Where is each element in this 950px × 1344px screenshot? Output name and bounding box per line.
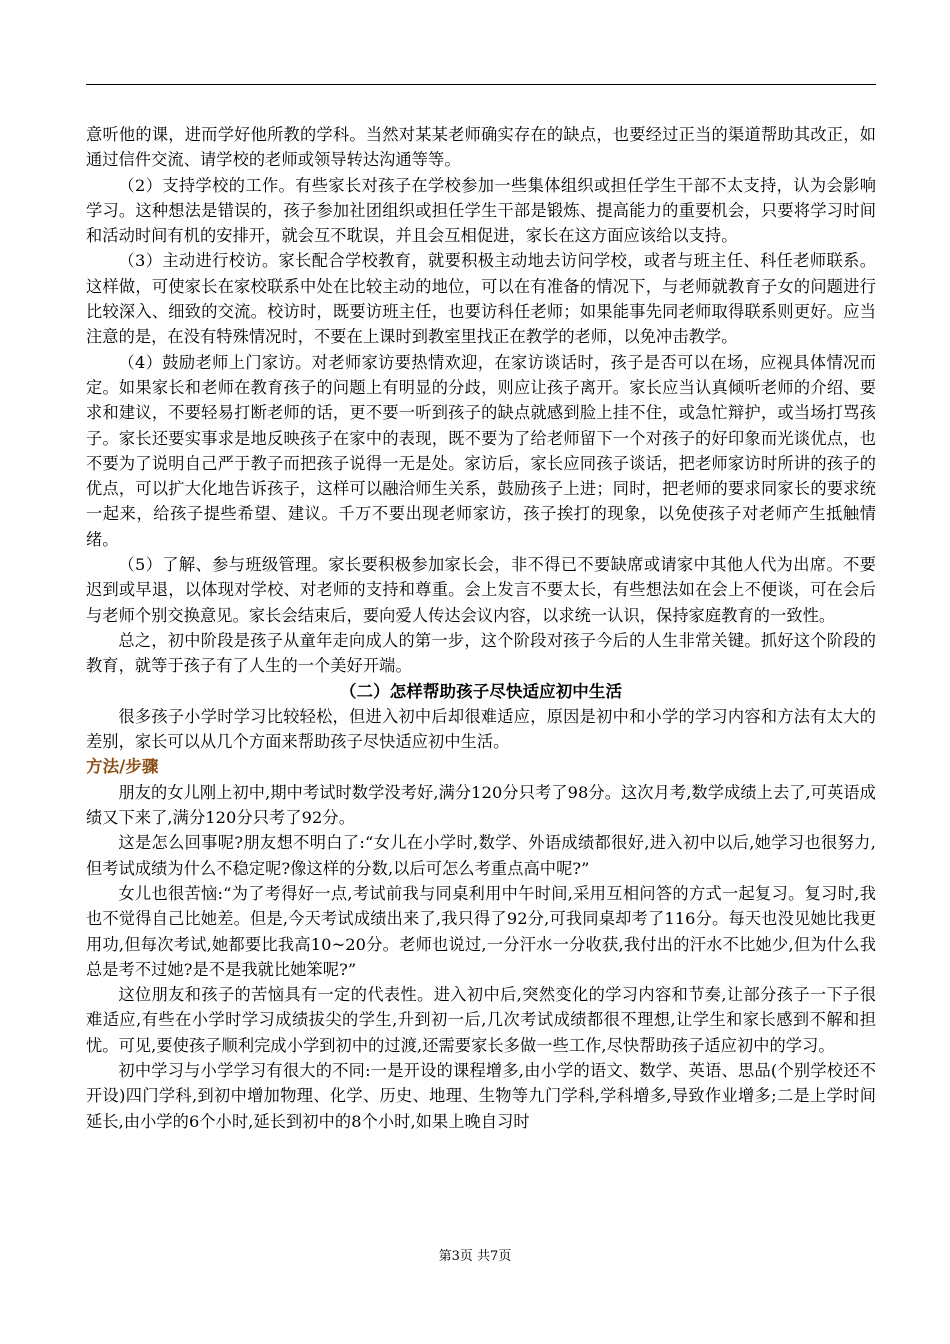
document-body	[86, 122, 876, 1134]
paragraph: 总之，初中阶段是孩子从童年走向成人的第一步，这个阶段对孩子今后的人生非常关键。抓好这个阶段的教育，就等于孩子有了人生的一个美好开端。	[86, 630, 876, 676]
paragraph: 朋友的女儿刚上初中,期中考试时数学没考好,满分120分只考了98分。这次月考,数学成绩上去了,可英语成绩又下来了,满分120分只考了92分。	[86, 782, 876, 828]
paragraph: 女儿也很苦恼:“为了考得好一点,考试前我与同桌利用中午时间,采用互相问答的方式一起复习。复习时,我也不觉得自己比她差。但是,今天考试成绩出来了,我只得了92分,可我同桌却考了116分。每天也没见她比我更用功,但每次考试,她都要比我高10~20分。老师也说过,一分汗水一分收获,我付出的汗水不比她少,但为什么我总是考不过她?是不是我就比她笨呢?”	[86, 883, 876, 979]
page-footer: 第3页 共7页	[438, 1249, 512, 1264]
paragraph: （5）了解、参与班级管理。家长要积极参加家长会，非不得已不要缺席或请家中其他人代为出席。不要迟到或早退，以体现对学校、对老师的支持和尊重。会上发言不要太长，有些想法如在会上不便谈，可在会后与老师个别交换意见。家长会结束后，要向爱人传达会议内容，以求统一认识，保持家庭教育的一致性。	[86, 555, 876, 625]
paragraph: （2）支持学校的工作。有些家长对孩子在学校参加一些集体组织或担任学生干部不太支持，认为会影响学习。这种想法是错误的，孩子参加社团组织或担任学生干部是锻炼、提高能力的重要机会，只要将学习时间和活动时间有机的安排开，就会互不耽误，并且会互相促进，家长在这方面应该给以支持。	[86, 175, 876, 246]
paragraph: （3）主动进行校访。家长配合学校教育，就要积极主动地去访问学校，或者与班主任、科任老师联系。这样做，可使家长在家校联系中处在比较主动的地位，可以在有准备的情况下，与老师就教育子女的问题进行比较深入、细致的交流。校访时，既要访班主任，也要访科任老师；如果能事先同老师取得联系则更好。应当注意的是，在没有特殊情况时，不要在上课时到教室里找正在教学的老师，以免冲击教学。	[86, 251, 876, 347]
paragraph: 这是怎么回事呢?朋友想不明白了:“女儿在小学时,数学、外语成绩都很好,进入初中以后,她学习也很努力,但考试成绩为什么不稳定呢?像这样的分数,以后可怎么考重点高中呢?”	[86, 833, 876, 878]
paragraph: （4）鼓励老师上门家访。对老师家访要热情欢迎，在家访谈话时，孩子是否可以在场，应视具体情况而定。如果家长和老师在教育孩子的问题上有明显的分歧，则应让孩子离开。家长应当认真倾听老师的介绍、要求和建议，不要轻易打断老师的话，更不要一听到孩子的缺点就感到脸上挂不住，或急忙辩护，或当场打骂孩子。家长还要实事求是地反映孩子在家中的表现，既不要为了给老师留下一个对孩子的好印象而光谈优点，也不要为了说明自己严于教子而把孩子说得一无是处。家访后，家长应同孩子谈话，把老师家访时所讲的孩子的优点，可以扩大化地告诉孩子，这样可以融洽师生关系，鼓励孩子上进；同时，把老师的要求同家长的要求统一起来，给孩子提些希望、建议。千万不要出现老师家访，孩子挨打的现象，以免使孩子对老师产生抵触情绪。	[86, 352, 876, 549]
paragraph: 这位朋友和孩子的苦恼具有一定的代表性。进入初中后,突然变化的学习内容和节奏,让部分孩子一下子很难适应,有些在小学时学习成绩拔尖的学生,升到初一后,几次考试成绩都很不理想,让学生和家长感到不解和担忧。可见,要使孩子顺利完成小学到初中的过渡,还需要家长多做一些工作,尽快帮助孩子适应初中的学习。	[86, 985, 876, 1055]
section-heading: （二）怎样帮助孩子尽快适应初中生活	[339, 681, 623, 701]
method-steps-heading: 方法/步骤	[86, 757, 159, 777]
paragraph: 初中学习与小学学习有很大的不同:一是开设的课程增多,由小学的语文、数学、英语、思品(个别学校还不开设)四门学科,到初中增加物理、化学、历史、地理、生物等九门学科,学科增多,导致作业增多;二是上学时间延长,由小学的6个小时,延长到初中的8个小时,如果上晚自习时	[86, 1060, 876, 1131]
paragraph: 意听他的课，进而学好他所教的学科。当然对某某老师确实存在的缺点，也要经过正当的渠道帮助其改正，如通过信件交流、请学校的老师或领导转达沟通等等。	[86, 125, 876, 170]
header-rule	[86, 84, 876, 85]
paragraph: 很多孩子小学时学习比较轻松，但进入初中后却很难适应，原因是初中和小学的学习内容和方法有太大的差别，家长可以从几个方面来帮助孩子尽快适应初中生活。	[86, 706, 876, 752]
